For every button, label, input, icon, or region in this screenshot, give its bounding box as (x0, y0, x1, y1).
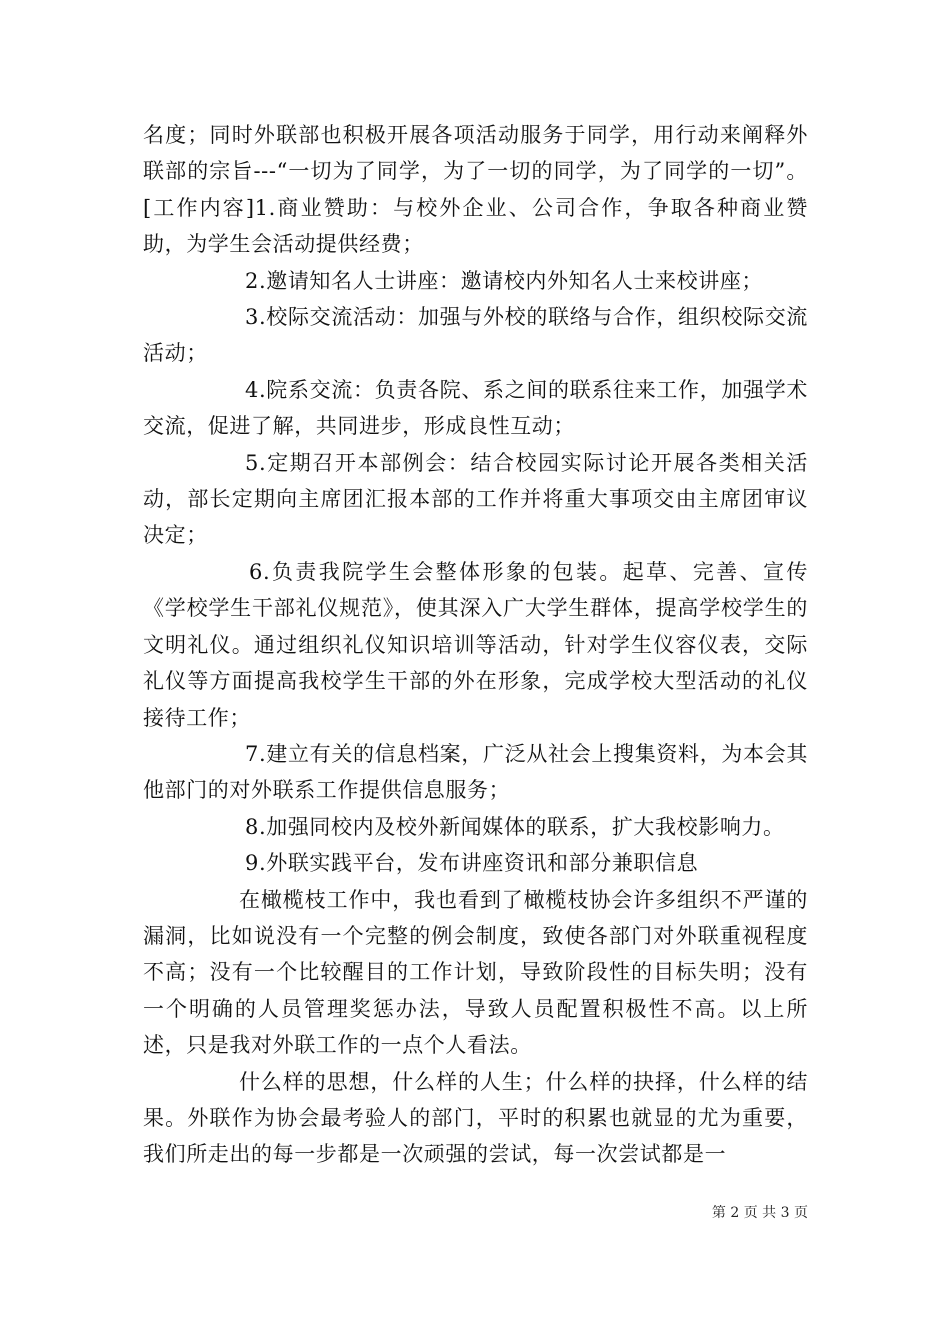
list-item-8: 8.加强同校内及校外新闻媒体的联系，扩大我校影响力。 (245, 814, 785, 839)
list-item-3: 3.校际交流活动：加强与外校的联络与合作，组织校际交流活动； (143, 305, 808, 366)
paragraph-reflection: 什么样的思想，什么样的人生；什么样的抉择，什么样的结果。外联作为协会最考验人的部门，平时的积累也就显的尤为重要，我们所走出的每一步都是一次顽强的尝试，每一次尝试都是一 (143, 1069, 808, 1167)
list-item-9: 9.外联实践平台，发布讲座资讯和部分兼职信息 (245, 851, 699, 876)
paragraph-intro: 名度；同时外联部也积极开展各项活动服务于同学，用行动来阐释外联部的宗旨---“一切为了同学，为了一切的同学，为了同学的一切”。[工作内容]1.商业赞助：与校外企业、公司合作，争取各种商业赞助，为学生会活动提供经费； (143, 123, 808, 257)
list-item-6: 6.负责我院学生会整体形象的包装。起草、完善、宣传《学校学生干部礼仪规范》，使其深入广大学生群体，提高学校学生的文明礼仪。通过组织礼仪知识培训等活动，针对学生仪容仪表，交际礼仪等方面提高我校学生干部的外在形象，完成学校大型活动的礼仪接待工作； (143, 559, 808, 730)
list-item-5: 5.定期召开本部例会：结合校园实际讨论开展各类相关活动，部长定期向主席团汇报本部的工作并将重大事项交由主席团审议决定； (143, 450, 808, 548)
list-item-4: 4.院系交流：负责各院、系之间的联系往来工作，加强学术交流，促进了解，共同进步，形成良性互动； (143, 377, 808, 439)
paragraph-observations: 在橄榄枝工作中，我也看到了橄榄枝协会许多组织不严谨的漏洞，比如说没有一个完整的例会制度，致使各部门对外联重视程度不高；没有一个比较醒目的工作计划，导致阶段性的目标失明；没有一个明确的人员管理奖惩办法，导致人员配置积极性不高。以上所述，只是我对外联工作的一点个人看法。 (143, 887, 808, 1058)
document-body (143, 117, 808, 1173)
page-number: 第 2 页 共 3 页 (711, 1205, 808, 1221)
list-item-2: 2.邀请知名人士讲座：邀请校内外知名人士来校讲座； (245, 268, 764, 293)
list-item-7: 7.建立有关的信息档案，广泛从社会上搜集资料，为本会其他部门的对外联系工作提供信息服务； (143, 741, 808, 803)
